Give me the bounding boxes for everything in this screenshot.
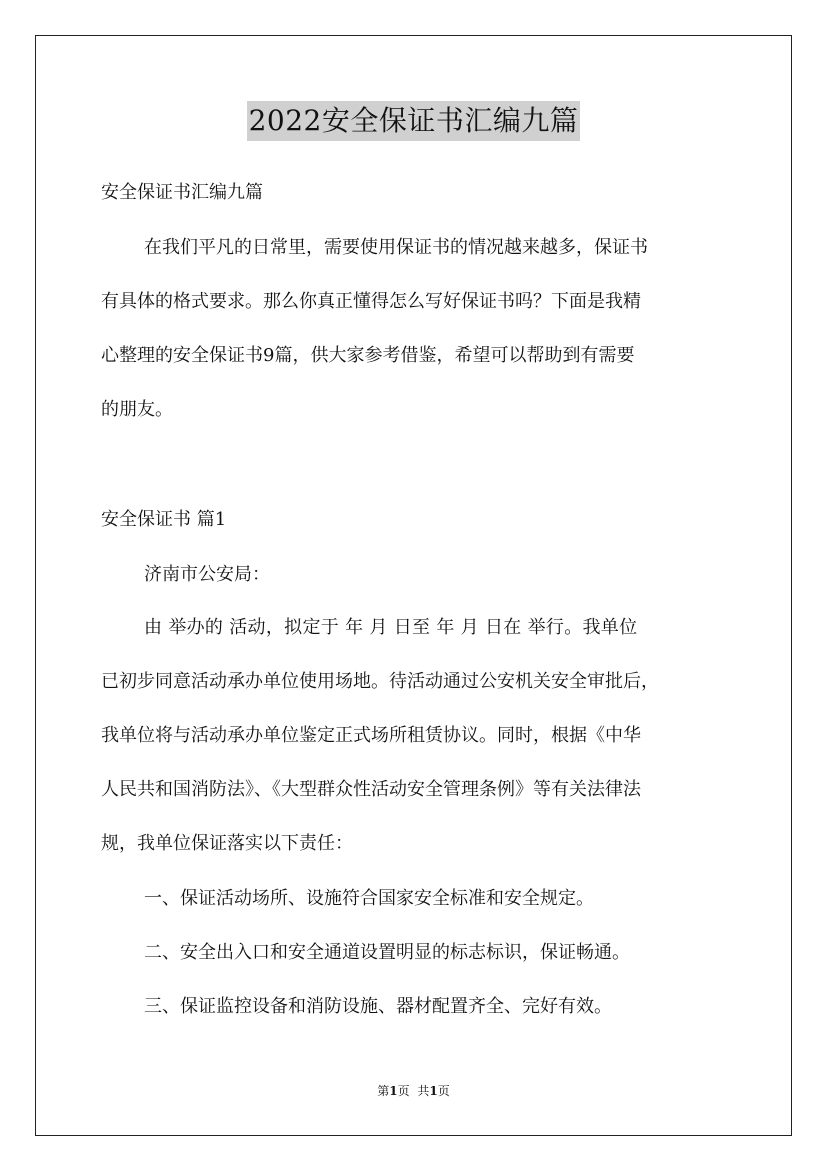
total-suffix: 页 bbox=[437, 1084, 450, 1098]
document-title: 2022安全保证书汇编九篇 bbox=[247, 101, 581, 141]
body-line-2: 已初步同意活动承办单位使用场地。待活动通过公安机关安全审批后， bbox=[101, 671, 659, 692]
addressee: 济南市公安局： bbox=[144, 564, 270, 585]
body-line-4: 人民共和国消防法》、《大型群众性活动安全管理条例》等有关法律法 bbox=[101, 779, 641, 800]
page-number: 1 bbox=[389, 1084, 398, 1098]
intro-line-4: 的朋友。 bbox=[101, 399, 173, 420]
intro-line-1: 在我们平凡的日常里，需要使用保证书的情况越来越多，保证书 bbox=[144, 237, 648, 258]
body-line-5: 规，我单位保证落实以下责任： bbox=[101, 833, 353, 854]
list-item: 二、安全出入口和安全通道设置明显的标志标识，保证畅通。 bbox=[144, 942, 630, 963]
intro-line-2: 有具体的格式要求。那么你真正懂得怎么写好保证书吗？下面是我精 bbox=[101, 291, 641, 312]
page-prefix: 第 bbox=[377, 1084, 390, 1098]
total-prefix: 共 bbox=[417, 1084, 430, 1098]
page-suffix: 页 bbox=[397, 1084, 410, 1098]
title-container bbox=[0, 101, 827, 141]
body-line-1: 由 举办的 活动，拟定于 年 月 日至 年 月 日在 举行。我单位 bbox=[144, 617, 638, 638]
subtitle: 安全保证书汇编九篇 bbox=[101, 182, 263, 203]
body-line-3: 我单位将与活动承办单位鉴定正式场所租赁协议。同时，根据《中华 bbox=[101, 725, 641, 746]
list-item: 三、保证监控设备和消防设施、器材配置齐全、完好有效。 bbox=[144, 996, 612, 1017]
intro-line-3: 心整理的安全保证书9篇，供大家参考借鉴，希望可以帮助到有需要 bbox=[101, 345, 635, 366]
list-item: 一、保证活动场所、设施符合国家安全标准和安全规定。 bbox=[144, 888, 594, 909]
section-heading: 安全保证书 篇1 bbox=[101, 509, 227, 530]
page-footer bbox=[0, 1083, 827, 1099]
total-pages: 1 bbox=[429, 1084, 438, 1098]
